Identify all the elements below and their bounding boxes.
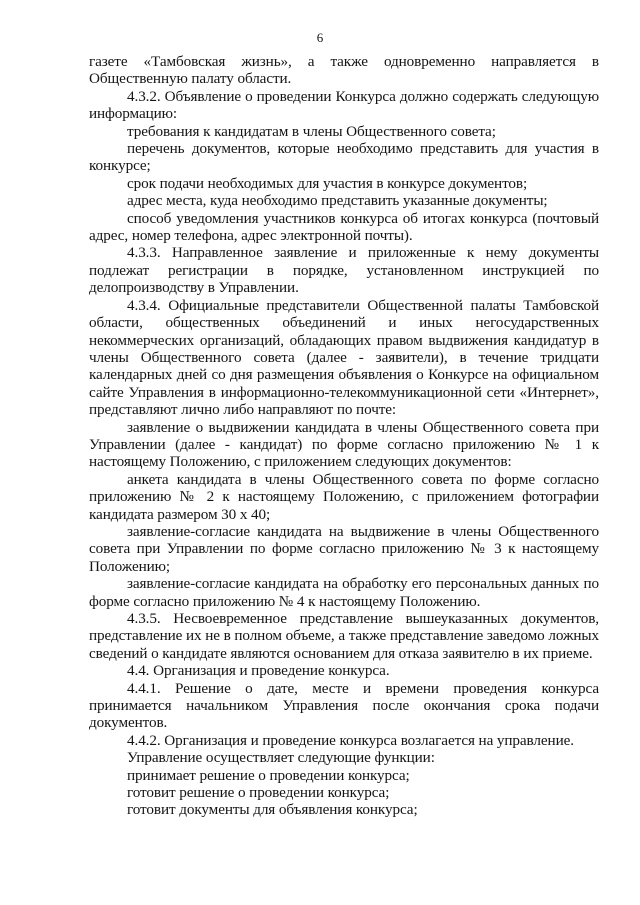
paragraph: заявление-согласие кандидата на выдвижение в члены Общественного совета при Управлении по форме согласно приложению № 3 к настоящему Положению; [89,522,599,575]
paragraph: 4.4.2. Организация и проведение конкурса возлагается на управление. [127,731,574,749]
paragraph: газете «Тамбовская жизнь», а также одновременно направляется в Общественную палату области. [89,53,599,88]
paragraph: заявление-согласие кандидата на обработку его персональных данных по форме согласно приложению № 4 к настоящему Положению. [89,575,599,610]
paragraph: анкета кандидата в члены Общественного совета по форме согласно приложению № 2 к настоящему Положению, с приложением фотографии кандидата размером 30 х 40; [89,470,599,523]
paragraph: 4.4.1. Решение о дате, месте и времени проведения конкурса принимается начальником Управления после окончания срока подачи документов. [89,679,599,732]
paragraph: способ уведомления участников конкурса об итогах конкурса (почтовый адрес, номер телефона, адрес электронной почты). [89,209,599,245]
paragraph: срок подачи необходимых для участия в конкурсе документов; [127,174,528,192]
paragraph: 4.3.5. Несвоевременное представление вышеуказанных документов, представление их не в полном объеме, а также представление заведомо ложных сведений о кандидате являются основанием для отказа заявителю в их приеме. [89,610,599,662]
paragraph: принимает решение о проведении конкурса; [127,766,410,784]
paragraph: требования к кандидатам в члены Общественного совета; [127,122,496,140]
paragraph: 4.3.3. Направленное заявление и приложенные к нему документы подлежат регистрации в порядке, установленном инструкцией по делопроизводству в Управлении. [89,244,599,297]
paragraph: перечень документов, которые необходимо представить для участия в конкурсе; [89,140,599,175]
paragraph: адрес места, куда необходимо представить указанные документы; [127,192,548,210]
paragraph: готовит решение о проведении конкурса; [127,784,390,802]
paragraph: 4.3.4. Официальные представители Общественной палаты Тамбовской области, общественных объединений и иных негосударственных некоммерческих организаций, обладающих правом выдвижения кандидатур в члены Общественного совета (далее - заявители), в течение тридцати календарных дней со дня размещения объявления о Конкурсе на официальном сайте Управления в информационно-телекоммуникационной сети «Интернет», представляют лично либо направляют по почте: [89,296,599,419]
paragraph: 4.4. Организация и проведение конкурса. [127,662,390,680]
document-body [89,53,599,819]
paragraph: готовит документы для объявления конкурса; [127,801,418,819]
paragraph: Управление осуществляет следующие функции: [127,749,435,767]
paragraph: заявление о выдвижении кандидата в члены Общественного совета при Управлении (далее - кандидат) по форме согласно приложению № 1 к настоящему Положению, с приложением следующих документов: [89,418,599,471]
paragraph: 4.3.2. Объявление о проведении Конкурса должно содержать следующую информацию: [89,87,599,123]
page-number: 6 [316,30,324,45]
